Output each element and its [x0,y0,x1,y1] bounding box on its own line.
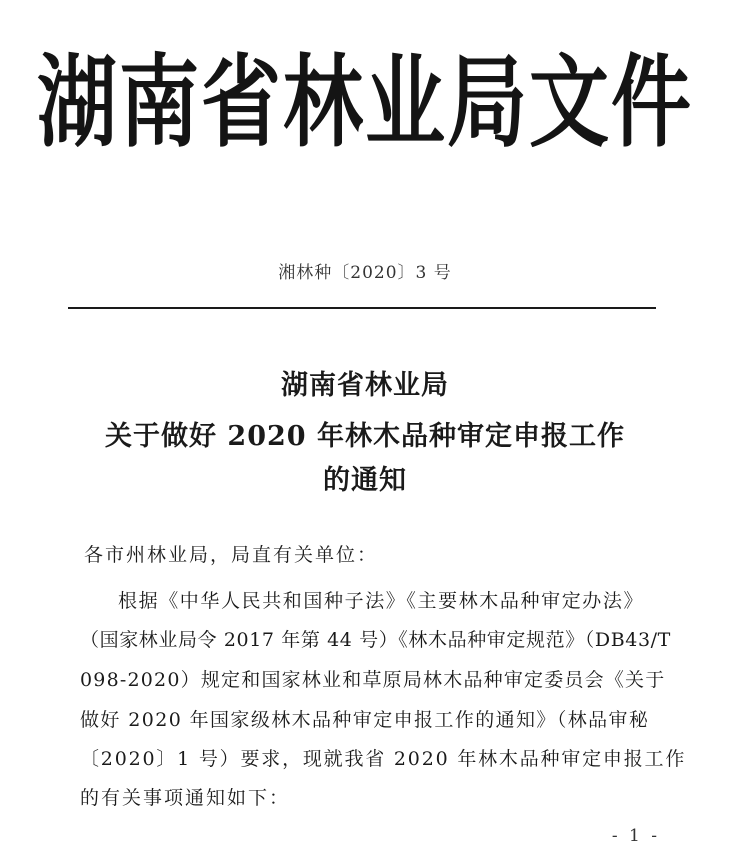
salutation: 各市州林业局，局直有关单位： [84,544,379,566]
header-divider [68,307,656,309]
body-line: 098-2020）规定和国家林业和草原局林木品种审定委员会《关于 [80,669,666,691]
body-line: 做好 2020 年国家级林木品种审定申报工作的通知》（林品审秘 [80,709,650,731]
title-line-1: 湖南省林业局 [281,370,449,401]
body-line: 根据《中华人民共和国种子法》《主要林木品种审定办法》 [118,590,645,612]
body-line: 〔2020〕1 号）要求，现就我省 2020 年林木品种审定申报工作 [80,748,687,770]
document-number: 湘林种〔2020〕3 号 [278,263,452,283]
page-number: - 1 - [611,826,660,846]
title-line-3: 的通知 [323,465,407,496]
masthead-title: 湖南省林业局文件 [37,43,693,160]
title-line-2: 关于做好 2020 年林木品种审定申报工作 [105,421,625,452]
body-line: 的有关事项通知如下： [80,787,291,809]
body-line: （国家林业局令 2017 年第 44 号）《林木品种审定规范》（DB43/T [80,629,671,651]
